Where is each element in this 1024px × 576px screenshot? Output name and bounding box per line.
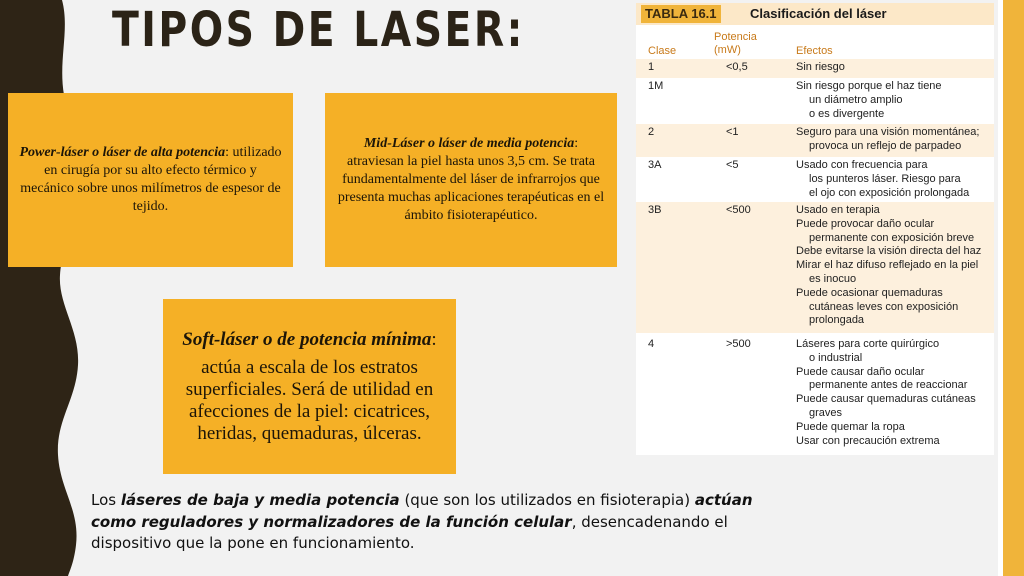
col-header-clase: Clase bbox=[648, 45, 677, 57]
body-text-part: Los bbox=[91, 491, 121, 509]
row-efectos bbox=[796, 80, 942, 121]
mid-laser-card bbox=[325, 93, 617, 267]
soft-laser-colon: : bbox=[431, 328, 437, 350]
row-potencia: <5 bbox=[726, 159, 739, 171]
mid-laser-text bbox=[335, 135, 607, 225]
effect-line: cutáneas leves con exposición bbox=[809, 300, 959, 313]
col-header-efectos: Efectos bbox=[796, 45, 833, 57]
table-caption: Clasificación del láser bbox=[750, 6, 887, 21]
table-row bbox=[636, 157, 994, 202]
row-efectos bbox=[796, 126, 979, 154]
row-clase: 2 bbox=[648, 126, 655, 138]
power-laser-desc: : utilizado en cirugía por su alto efecto térmico y mecánico sobre unos milímetros de espesor de tejido. bbox=[20, 145, 282, 214]
effect-line: prolongada bbox=[809, 314, 865, 327]
effect-line: Puede causar quemaduras cutáneas bbox=[796, 393, 976, 406]
row-clase: 1M bbox=[648, 80, 664, 92]
row-clase: 1 bbox=[648, 61, 655, 73]
effect-line: Usado con frecuencia para bbox=[796, 159, 928, 171]
mid-laser-desc: : atraviesan la piel hasta unos 3,5 cm. Se trata fundamentalmente del láser de infrarrojos que presenta muchas aplicaciones terapéuticas en el ámbito fisioterapéutico. bbox=[337, 136, 605, 223]
col-header-potencia-unit: (mW) bbox=[714, 44, 741, 56]
table-row bbox=[636, 59, 994, 78]
slide-title: TIPOS DE LASER: bbox=[112, 2, 525, 58]
soft-laser-term: Soft-láser o de potencia mínima bbox=[182, 328, 432, 350]
row-efectos bbox=[796, 204, 981, 328]
row-efectos bbox=[796, 61, 845, 75]
table-row bbox=[636, 78, 994, 124]
row-efectos bbox=[796, 159, 969, 200]
effect-line: Puede provocar daño ocular bbox=[796, 217, 935, 230]
effect-line: graves bbox=[809, 406, 843, 419]
table-row bbox=[636, 202, 994, 333]
effect-line: permanente antes de reaccionar bbox=[809, 379, 968, 392]
effect-line: Sin riesgo bbox=[796, 61, 845, 73]
row-potencia: >500 bbox=[726, 338, 751, 350]
power-laser-term: Power-láser o láser de alta potencia bbox=[19, 145, 226, 160]
body-text-part: (que son los utilizados en fisioterapia) bbox=[399, 491, 695, 509]
effect-line: Usar con precaución extrema bbox=[796, 434, 940, 447]
power-laser-text bbox=[18, 144, 283, 216]
right-border-strip bbox=[1003, 0, 1024, 576]
soft-laser-card bbox=[163, 299, 456, 474]
body-emphasis: láseres de baja y media potencia bbox=[120, 491, 400, 509]
mid-laser-term: Mid-Láser o láser de media potencia bbox=[363, 136, 575, 151]
table-row bbox=[636, 124, 994, 157]
table-row bbox=[636, 336, 994, 454]
effect-line: el ojo con exposición prolongada bbox=[809, 186, 970, 199]
effect-line: Debe evitarse la visión directa del haz bbox=[796, 245, 982, 258]
col-header-potencia bbox=[714, 31, 757, 57]
row-potencia: <500 bbox=[726, 204, 751, 216]
power-laser-card bbox=[8, 93, 293, 267]
effect-line: Puede causar daño ocular bbox=[796, 365, 925, 378]
row-clase: 4 bbox=[648, 338, 655, 350]
row-potencia: <1 bbox=[726, 126, 739, 138]
body-emphasis: actúan como reguladores y normalizadores de la función celular bbox=[91, 491, 753, 531]
body-paragraph bbox=[91, 490, 791, 555]
effect-line: los punteros láser. Riesgo para bbox=[809, 172, 961, 185]
effect-line: Sin riesgo porque el haz tiene bbox=[796, 80, 942, 92]
row-potencia: <0,5 bbox=[726, 61, 748, 73]
effect-line: permanente con exposición breve bbox=[809, 231, 975, 244]
decorative-wave-border bbox=[0, 0, 90, 576]
row-clase: 3B bbox=[648, 204, 662, 216]
row-clase: 3A bbox=[648, 159, 662, 171]
col-header-potencia-label: Potencia bbox=[714, 31, 757, 43]
effect-line: Puede ocasionar quemaduras bbox=[796, 286, 943, 299]
effect-line: Láseres para corte quirúrgico bbox=[796, 338, 940, 350]
body-text-part: , desencadenando el dispositivo que la pone en funcionamiento. bbox=[91, 512, 728, 552]
effect-line: Mirar el haz difuso reflejado en la piel bbox=[796, 259, 979, 272]
effect-line: Seguro para una visión momentánea; bbox=[796, 126, 980, 138]
effect-line: Puede quemar la ropa bbox=[796, 420, 905, 433]
effect-line: es inocuo bbox=[809, 272, 857, 285]
table-number-tag: TABLA 16.1 bbox=[641, 5, 721, 23]
soft-laser-desc: actúa a escala de los estratos superficiales. Será de utilidad en afecciones de la piel: cicatrices, heridas, quemaduras, úlceras. bbox=[185, 356, 434, 444]
row-efectos bbox=[796, 338, 976, 448]
effect-line: provoca un reflejo de parpadeo bbox=[809, 139, 962, 152]
effect-line: o es divergente bbox=[809, 107, 885, 120]
effect-line: o industrial bbox=[809, 351, 863, 364]
effect-line: Usado en terapia bbox=[796, 204, 880, 216]
laser-classification-table bbox=[636, 3, 994, 455]
effect-line: un diámetro amplio bbox=[809, 93, 903, 106]
soft-laser-heading bbox=[173, 329, 446, 351]
